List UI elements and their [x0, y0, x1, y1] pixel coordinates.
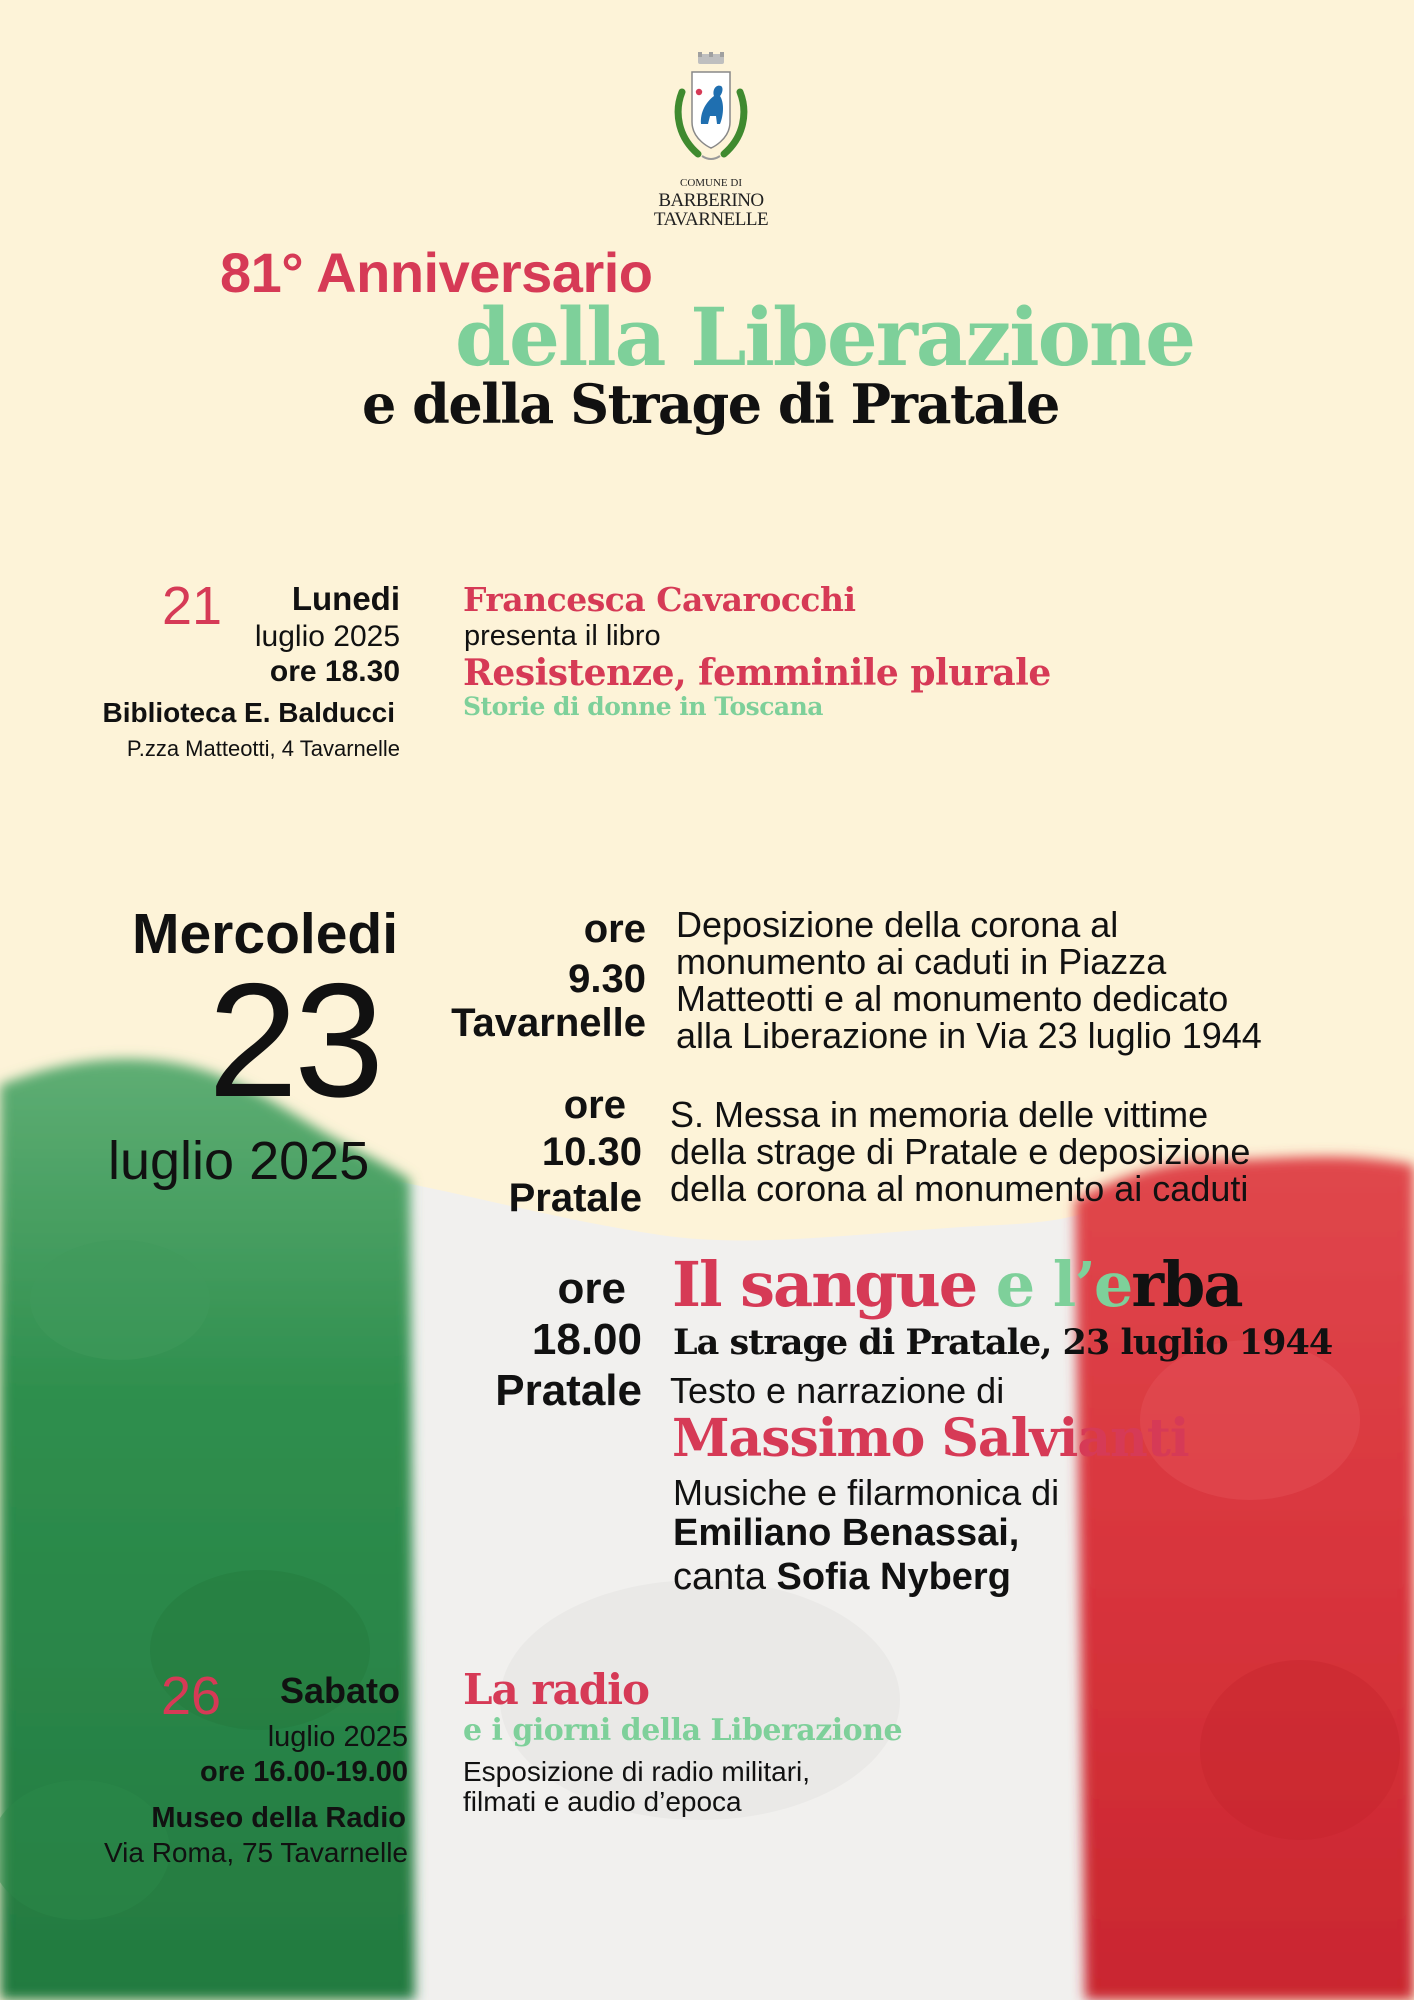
event1-month-year: luglio 2025	[254, 620, 400, 653]
event3-desc-line2: filmati e audio d’epoca	[463, 1786, 742, 1817]
logo-caption-line3: TAVARNELLE	[653, 209, 769, 230]
show-music-by: Musiche e filarmonica di	[673, 1472, 1060, 1513]
slot3-place: Pratale	[495, 1366, 642, 1415]
event3-month-year: luglio 2025	[267, 1721, 408, 1753]
event2-weekday: Mercoledi	[132, 902, 399, 966]
show-singer-line	[673, 1556, 1011, 1599]
event1-book-subtitle: Storie di donne in Toscana	[463, 692, 824, 721]
slot1-ore: ore	[583, 907, 646, 951]
slot2-description	[670, 1096, 1250, 1207]
show-singer: Sofia Nyberg	[776, 1556, 1011, 1598]
slot3-time: 18.00	[531, 1315, 642, 1364]
show-title-part1: Il sangue	[672, 1248, 977, 1321]
slot2-desc-line: S. Messa in memoria delle vittime	[670, 1094, 1209, 1135]
event1-address: P.zza Matteotti, 4 Tavarnelle	[126, 736, 400, 761]
slot2-place: Pratale	[508, 1176, 642, 1220]
show-title-part3: rba	[1131, 1248, 1242, 1321]
slot2-ore: ore	[563, 1083, 626, 1127]
slot2-desc-line: della strage di Pratale e deposizione	[670, 1131, 1251, 1172]
logo-caption-line1: COMUNE DI	[679, 177, 743, 189]
show-text-by: Testo e narrazione di	[670, 1370, 1005, 1411]
event3-time: ore 16.00-19.00	[200, 1756, 408, 1788]
event1-presents: presenta il libro	[464, 620, 661, 652]
slot1-place: Tavarnelle	[451, 1001, 646, 1045]
event1-day-number: 21	[162, 576, 223, 636]
slot2-time: 10.30	[541, 1130, 642, 1174]
show-narrator: Massimo Salvianti	[672, 1408, 1189, 1469]
liberation-heading: della Liberazione	[455, 290, 1195, 384]
event3-desc-line1: Esposizione di radio militari,	[463, 1756, 811, 1787]
logo-caption-line2: BARBERINO	[658, 190, 764, 211]
event2-day-number: 23	[208, 950, 381, 1131]
event3-subtitle: e i giorni della Liberazione	[463, 1713, 903, 1748]
slot1-time: 9.30	[568, 957, 646, 1001]
show-subtitle: La strage di Pratale, 23 luglio 1944	[673, 1322, 1333, 1363]
strage-heading: e della Strage di Pratale	[362, 372, 1059, 436]
event3-venue: Museo della Radio	[151, 1802, 406, 1834]
slot1-desc-line: monumento ai caduti in Piazza	[676, 941, 1167, 982]
event3-address: Via Roma, 75 Tavarnelle	[103, 1837, 408, 1868]
event2-month-year: luglio 2025	[108, 1131, 370, 1191]
show-sings-label: canta	[673, 1556, 766, 1598]
event3-day-number: 26	[161, 1666, 222, 1726]
slot1-desc-line: Matteotti e al monumento dedicato	[676, 978, 1229, 1019]
event1-time: ore 18.30	[269, 655, 400, 688]
slot1-desc-line: alla Liberazione in Via 23 luglio 1944	[676, 1015, 1262, 1056]
slot2-desc-line: della corona al monumento ai caduti	[670, 1168, 1249, 1209]
show-title-part2: e l’e	[995, 1248, 1132, 1321]
event3-title: La radio	[463, 1665, 650, 1714]
show-musician: Emiliano Benassai,	[673, 1512, 1020, 1554]
event1-weekday: Lunedi	[291, 580, 400, 617]
event3-weekday: Sabato	[279, 1670, 400, 1711]
slot1-desc-line: Deposizione della corona al	[676, 904, 1119, 945]
anniversary-heading: 81° Anniversario	[220, 241, 653, 304]
event1-venue: Biblioteca E. Balducci	[102, 697, 395, 728]
slot3-ore: ore	[557, 1264, 626, 1313]
event1-author: Francesca Cavarocchi	[463, 580, 856, 619]
slot1-description	[676, 906, 1262, 1054]
event1-book-title: Resistenze, femminile plurale	[463, 652, 1051, 694]
coat-of-arms-logo	[668, 52, 754, 172]
show-title	[672, 1248, 1242, 1321]
